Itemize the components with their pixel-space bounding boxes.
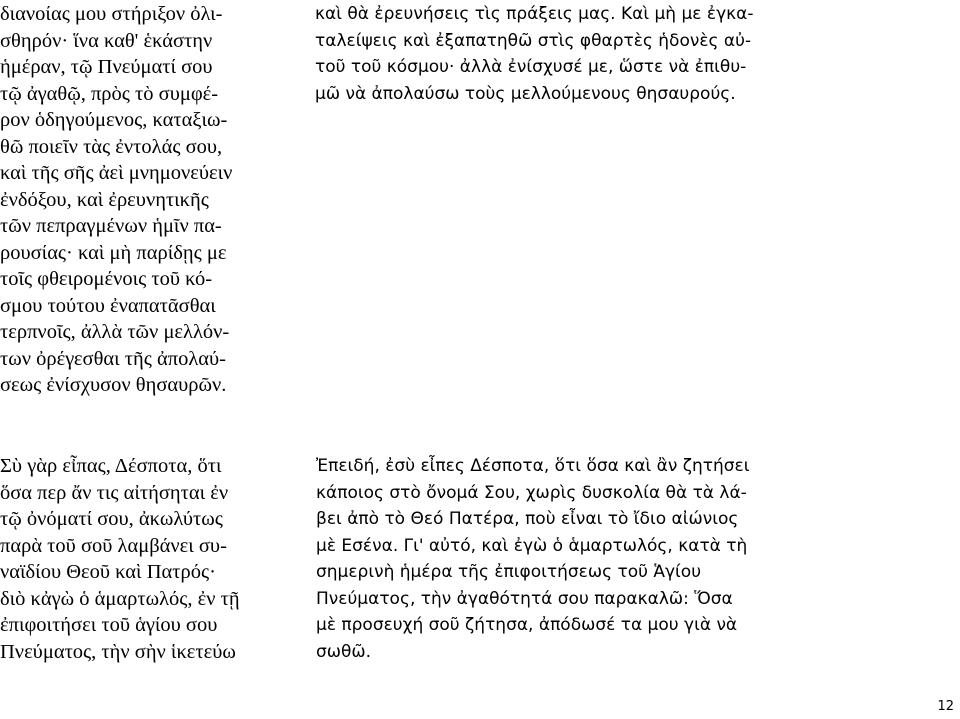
text-line: τοῖς φθειρομένοις τοῦ κό- bbox=[0, 268, 213, 290]
text-line: ἐπιφοιτήσει τοῦ ἁγίου σου bbox=[0, 614, 218, 636]
text-line: ρον ὁδηγούμενος, καταξιω- bbox=[0, 109, 228, 131]
modern-greek-translation-top bbox=[315, 1, 754, 107]
text-line: ἡμέραν, τῷ Πνεύματί σου bbox=[0, 56, 213, 78]
text-line: μῶ νὰ ἀπολαύσω τοὺς μελλούμενους θησαυρούς. bbox=[315, 83, 736, 104]
text-line: παρὰ τοῦ σοῦ λαμβάνει συ- bbox=[0, 534, 227, 557]
text-line: καὶ θὰ ἐρευνήσεις τὶς πράξεις μας. Καὶ μὴ με ἐγκα- bbox=[315, 4, 754, 24]
text-line: ρουσίας· καὶ μὴ παρίδῃς με bbox=[0, 241, 227, 264]
page-number: 12 bbox=[937, 699, 954, 714]
text-line: τῷ ἀγαθῷ, πρὸς τὸ συμφέ- bbox=[0, 82, 219, 105]
text-line: θῶ ποιεῖν τὰς ἐντολάς σου, bbox=[0, 135, 223, 158]
text-line: καὶ τῆς σῆς ἀεὶ μνημονεύειν bbox=[0, 162, 233, 184]
text-line: τῷ ὀνόματί σου, ἀκωλύτως bbox=[0, 508, 223, 530]
text-line: Σὺ γὰρ εἶπας, Δέσποτα, ὅτι bbox=[0, 455, 222, 477]
text-line: σημερινὴ ἡμέρα τῆς ἐπιφοιτήσεως τοῦ Ἁγίου bbox=[316, 562, 702, 582]
ancient-greek-text-bottom bbox=[0, 453, 240, 665]
text-line: σωθῶ. bbox=[316, 641, 372, 662]
text-line: σθηρόν· ἵνα καθ' ἑκάστην bbox=[0, 29, 213, 52]
text-line: μὲ Εσένα. Γι' αὐτό, καὶ ἐγὼ ὁ ἁμαρτωλός, κατὰ τὴ bbox=[316, 535, 748, 556]
text-line: μὲ προσευχή σοῦ ζήτησα, ἀπόδωσέ τα μου γιὰ νὰ bbox=[316, 615, 738, 635]
text-line: διανοίας μου στήριξον ὀλι- bbox=[0, 3, 223, 25]
text-line: ἐνδόξου, καὶ ἐρευνητικῆς bbox=[0, 188, 209, 211]
text-line: των ὀρέγεσθαι τῆς ἀπολαύ- bbox=[0, 347, 226, 370]
text-line: σμου τούτου ἐναπατᾶσθαι bbox=[0, 294, 216, 317]
text-line: Πνεύματος, τὴν ἀγαθότητά σου παρακαλῶ: Ὅσα bbox=[316, 588, 733, 609]
text-line: τῶν πεπραγμένων ἡμῖν πα- bbox=[0, 215, 222, 237]
text-line: βει ἀπὸ τὸ Θεό Πατέρα, ποὺ εἶναι τὸ ἴδιο αἰώνιος bbox=[316, 509, 739, 529]
text-line: ταλείψεις καὶ ἐξαπατηθῶ στὶς φθαρτὲς ἡδονὲς αὐ- bbox=[315, 30, 752, 51]
text-line: Πνεύματος, τὴν σὴν ἱκετεύω bbox=[0, 640, 236, 663]
text-line: ναϊδίου Θεοῦ καὶ Πατρός· bbox=[0, 561, 216, 583]
text-line: διὸ κἀγὼ ὁ ἁμαρτωλός, ἐν τῇ bbox=[0, 587, 240, 610]
text-line: τοῦ τοῦ κόσμου· ἀλλὰ ἐνίσχυσέ με, ὥστε νὰ ἐπιθυ- bbox=[315, 57, 747, 77]
text-line: ὅσα περ ἄν τις αἰτήσηται ἐν bbox=[0, 481, 229, 504]
text-line: τερπνοῖς, ἀλλὰ τῶν μελλόν- bbox=[0, 321, 230, 343]
modern-greek-translation-bottom bbox=[316, 453, 749, 665]
text-line: κάποιος στὸ ὄνομά Σου, χωρὶς δυσκολία θὰ τὰ λά- bbox=[316, 482, 747, 503]
text-line: σεως ἐνίσχυσον θησαυρῶν. bbox=[0, 374, 227, 396]
ancient-greek-text-top bbox=[0, 1, 232, 399]
text-line: Ἐπειδή, ἐσὺ εἶπες Δέσποτα, ὅτι ὅσα καὶ ἂν ζητήσει bbox=[316, 456, 750, 476]
